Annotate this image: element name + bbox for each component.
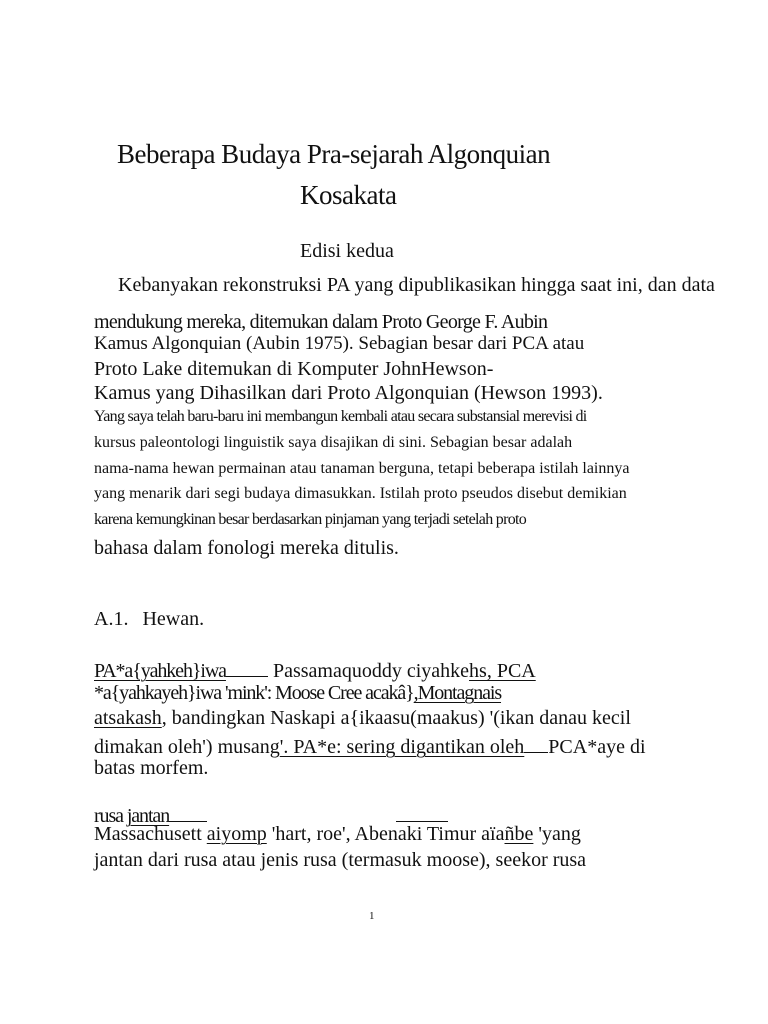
intro-line-6: Yang saya telah baru-baru ini membangun kembali atau secara substansial merevisi di — [94, 408, 587, 425]
entry2-headword: rusa — [94, 805, 127, 827]
intro-line-9: yang menarik dari segi budaya dimasukkan. Istilah proto pseudos disebut demikian — [94, 485, 627, 502]
entry2-underlined: aiyomp — [206, 823, 267, 845]
entry2-underlined: ñbe — [504, 823, 534, 845]
intro-line-7: kursus paleontologi linguistik saya disajikan di sini. Sebagian besar adalah — [94, 434, 573, 451]
intro-line-1: Kebanyakan rekonstruksi PA yang dipublikasikan hingga saat ini, dan data — [118, 274, 715, 296]
entry1-underlined: '. PA*e: sering digantikan oleh — [279, 736, 525, 758]
entry1-line-3 — [94, 707, 631, 729]
intro-line-10: karena kemungkinan besar berdasarkan pinjaman yang terjadi setelah proto — [94, 511, 527, 528]
entry1-underlined: ,Montagnais — [413, 682, 502, 704]
entry2-text: 'hart, roe', Abenaki Timur aïa — [266, 823, 505, 845]
entry2-text: 'yang — [533, 823, 581, 845]
page-number: 1 — [369, 910, 375, 922]
entry1-line-4 — [94, 732, 646, 758]
section-title: Hewan. — [142, 608, 205, 630]
document-title: Beberapa Budaya Pra-sejarah Algonquian — [117, 139, 551, 169]
entry1-text: dimakan oleh') musang — [94, 736, 280, 758]
intro-line-4: Proto Lake ditemukan di Komputer JohnHewson- — [94, 358, 494, 380]
entry1-underlined: hs, PCA — [469, 660, 536, 682]
entry2-underlined: jantan — [126, 805, 170, 827]
entry1-line-5: batas morfem. — [94, 757, 209, 779]
section-heading — [94, 608, 204, 630]
entry1-blank — [524, 732, 548, 753]
entry1-underlined: atsakash — [94, 707, 162, 729]
entry1-line-2 — [94, 682, 501, 704]
intro-line-11: bahasa dalam fonologi mereka ditulis. — [94, 537, 399, 559]
document-subtitle: Kosakata — [300, 180, 397, 210]
edition-label: Edisi kedua — [300, 240, 394, 262]
entry1-line-1 — [94, 656, 536, 682]
entry2-blank-field — [396, 801, 448, 822]
entry1-headword: PA*a{yahkeh}iwa — [94, 660, 226, 682]
intro-line-5: Kamus yang Dihasilkan dari Proto Algonquian (Hewson 1993). — [94, 382, 603, 404]
entry2-blank — [169, 801, 207, 822]
entry1-text: *a{yahkayeh}iwa 'mink': Moose Cree acakâ} — [94, 682, 414, 704]
entry1-blank — [226, 656, 268, 677]
intro-line-8: nama-nama hewan permainan atau tanaman berguna, tetapi beberapa istilah lainnya — [94, 460, 630, 477]
intro-line-3: Kamus Algonquian (Aubin 1975). Sebagian besar dari PCA atau — [94, 333, 585, 354]
section-number: A.1. — [94, 608, 129, 630]
entry1-text: , bandingkan Naskapi a{ikaasu(maak — [161, 707, 461, 729]
entry1-text: Passamaquoddy ciyahke — [267, 660, 470, 682]
entry2-line-3: jantan dari rusa atau jenis rusa (termasuk moose), seekor rusa — [94, 849, 587, 871]
entry1-text: PCA*aye di — [548, 736, 646, 758]
entry2-line-2 — [94, 823, 581, 845]
entry1-text: us) '(ikan danau kecil — [460, 707, 631, 729]
intro-line-2: mendukung mereka, ditemukan dalam Proto George F. Aubin — [94, 311, 548, 333]
entry2-text: Massachusett — [94, 823, 207, 845]
